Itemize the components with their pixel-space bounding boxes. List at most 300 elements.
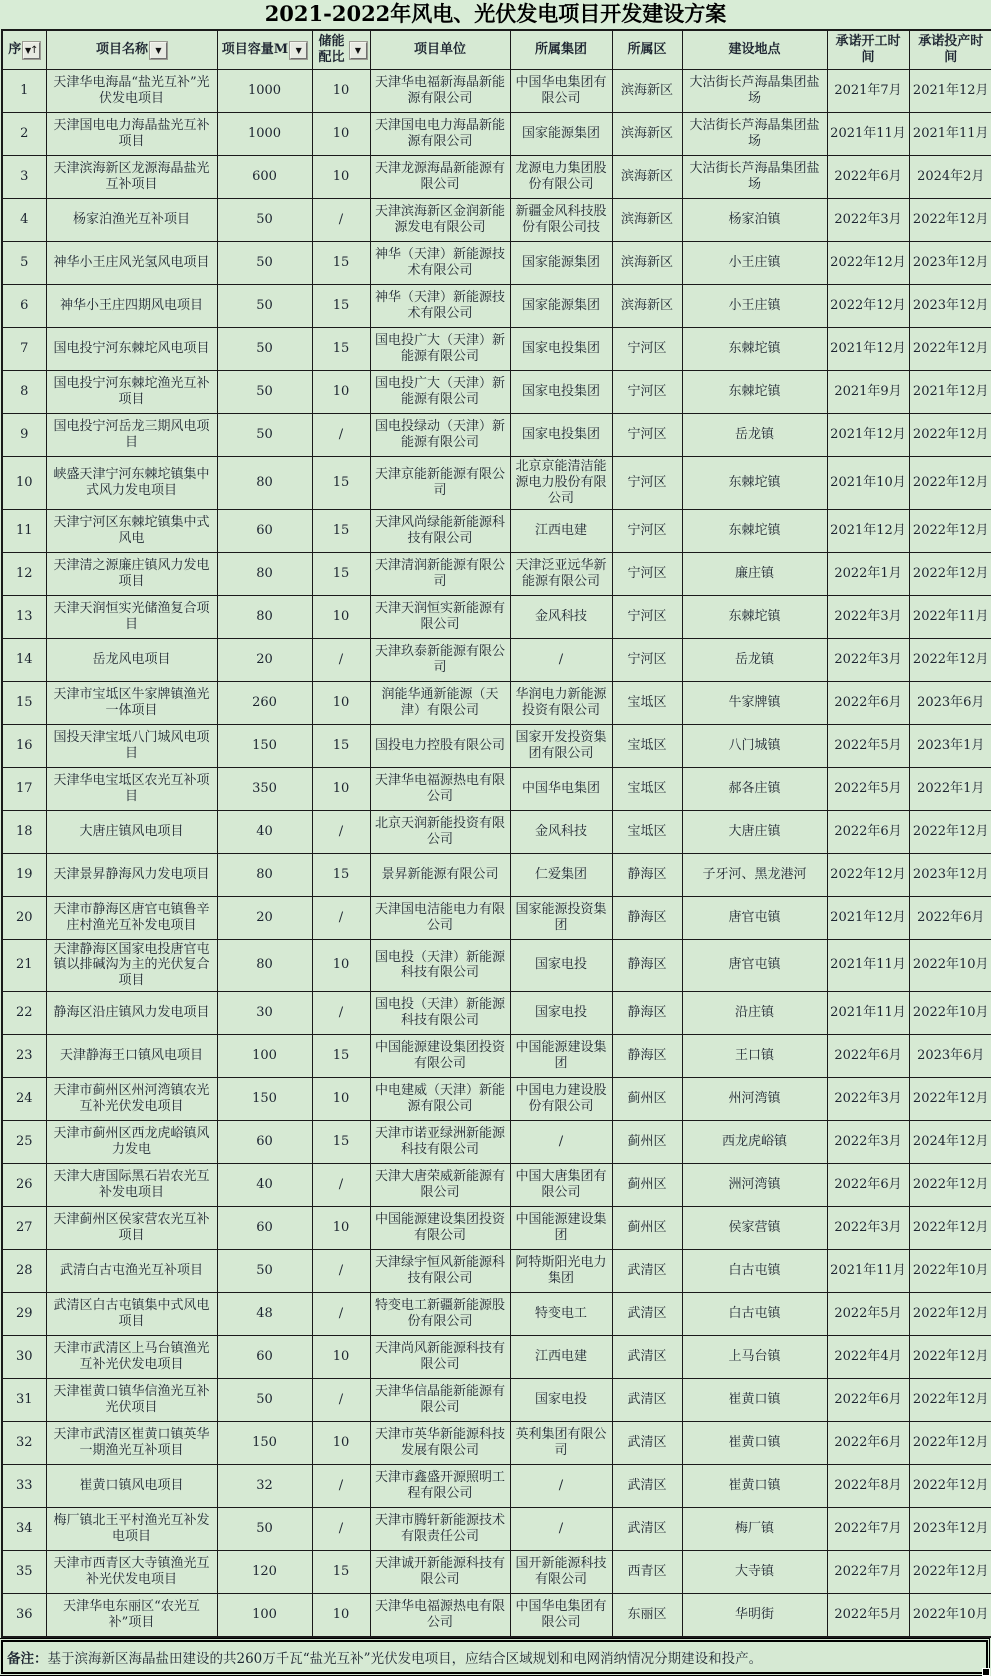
cell-index[interactable]: 18 — [2, 810, 46, 853]
cell-index[interactable]: 33 — [2, 1465, 46, 1508]
cell-project-unit[interactable]: 天津华电福源热电有限公司 — [370, 767, 510, 810]
cell-project-name[interactable]: 天津滨海新区龙源海晶盐光互补项目 — [46, 156, 217, 199]
cell-project-name[interactable]: 大唐庄镇风电项目 — [46, 810, 217, 853]
cell-capacity[interactable]: 60 — [217, 1207, 312, 1250]
cell-project-name[interactable]: 天津华电东丽区“农光互补”项目 — [46, 1594, 217, 1638]
cell-district[interactable]: 蓟州区 — [612, 1121, 682, 1164]
cell-location[interactable]: 八门城镇 — [682, 724, 827, 767]
cell-start-time[interactable]: 2021年7月 — [827, 70, 909, 113]
cell-start-time[interactable]: 2021年12月 — [827, 509, 909, 552]
cell-district[interactable]: 宝坻区 — [612, 681, 682, 724]
cell-production-time[interactable]: 2023年1月 — [909, 724, 991, 767]
cell-project-unit[interactable]: 景昇新能源有限公司 — [370, 853, 510, 896]
cell-production-time[interactable]: 2022年10月 — [909, 1594, 991, 1638]
cell-production-time[interactable]: 2022年10月 — [909, 939, 991, 992]
cell-location[interactable]: 东棘坨镇 — [682, 328, 827, 371]
cell-location[interactable]: 牛家牌镇 — [682, 681, 827, 724]
cell-production-time[interactable]: 2022年11月 — [909, 595, 991, 638]
cell-location[interactable]: 白古屯镇 — [682, 1250, 827, 1293]
cell-project-name[interactable]: 岳龙风电项目 — [46, 638, 217, 681]
cell-project-unit[interactable]: 天津华电福新海晶新能源有限公司 — [370, 70, 510, 113]
cell-project-name[interactable]: 天津市宝坻区牛家牌镇渔光一体项目 — [46, 681, 217, 724]
cell-group[interactable]: 国开新能源科技有限公司 — [510, 1551, 612, 1594]
cell-capacity[interactable]: 80 — [217, 853, 312, 896]
header-project-unit[interactable] — [370, 30, 510, 70]
cell-storage-ratio[interactable]: 15 — [312, 552, 370, 595]
cell-location[interactable]: 大寺镇 — [682, 1551, 827, 1594]
cell-index[interactable]: 19 — [2, 853, 46, 896]
cell-group[interactable]: 中国华电集团有限公司 — [510, 70, 612, 113]
cell-location[interactable]: 崔黄口镇 — [682, 1379, 827, 1422]
cell-project-name[interactable]: 峡盛天津宁河东棘坨镇集中式风力发电项目 — [46, 457, 217, 510]
cell-group[interactable]: 中国华电集团有限公司 — [510, 1594, 612, 1638]
cell-group[interactable]: 龙源电力集团股份有限公司 — [510, 156, 612, 199]
cell-storage-ratio[interactable]: / — [312, 810, 370, 853]
cell-start-time[interactable]: 2021年11月 — [827, 1250, 909, 1293]
cell-location[interactable]: 梅厂镇 — [682, 1508, 827, 1551]
cell-capacity[interactable]: 50 — [217, 242, 312, 285]
cell-index[interactable]: 29 — [2, 1293, 46, 1336]
cell-project-unit[interactable]: 天津天润恒实新能源有限公司 — [370, 595, 510, 638]
cell-location[interactable]: 大沽街长芦海晶集团盐场 — [682, 70, 827, 113]
cell-group[interactable]: 国家能源投资集团 — [510, 896, 612, 939]
cell-project-name[interactable]: 杨家泊渔光互补项目 — [46, 199, 217, 242]
cell-district[interactable]: 静海区 — [612, 992, 682, 1035]
cell-storage-ratio[interactable]: 10 — [312, 371, 370, 414]
cell-capacity[interactable]: 80 — [217, 939, 312, 992]
cell-district[interactable]: 滨海新区 — [612, 113, 682, 156]
cell-location[interactable]: 唐官屯镇 — [682, 939, 827, 992]
cell-group[interactable]: 国家开发投资集团有限公司 — [510, 724, 612, 767]
cell-project-unit[interactable]: 天津市鑫盛开源照明工程有限公司 — [370, 1465, 510, 1508]
cell-production-time[interactable]: 2022年12月 — [909, 328, 991, 371]
cell-project-name[interactable]: 天津天润恒实光储渔复合项目 — [46, 595, 217, 638]
cell-capacity[interactable]: 150 — [217, 1422, 312, 1465]
cell-capacity[interactable]: 50 — [217, 328, 312, 371]
cell-project-unit[interactable]: 北京天润新能投资有限公司 — [370, 810, 510, 853]
cell-production-time[interactable]: 2023年12月 — [909, 242, 991, 285]
cell-start-time[interactable]: 2022年6月 — [827, 681, 909, 724]
cell-project-name[interactable]: 天津国电电力海晶盐光互补项目 — [46, 113, 217, 156]
cell-district[interactable]: 静海区 — [612, 1035, 682, 1078]
cell-index[interactable]: 34 — [2, 1508, 46, 1551]
cell-production-time[interactable]: 2022年12月 — [909, 1379, 991, 1422]
cell-capacity[interactable]: 600 — [217, 156, 312, 199]
cell-production-time[interactable]: 2022年10月 — [909, 1250, 991, 1293]
cell-index[interactable]: 27 — [2, 1207, 46, 1250]
cell-location[interactable]: 岳龙镇 — [682, 638, 827, 681]
cell-project-unit[interactable]: 国电投（天津）新能源科技有限公司 — [370, 992, 510, 1035]
cell-group[interactable]: 国家电投 — [510, 939, 612, 992]
cell-district[interactable]: 静海区 — [612, 939, 682, 992]
cell-index[interactable]: 2 — [2, 113, 46, 156]
cell-storage-ratio[interactable]: 10 — [312, 939, 370, 992]
cell-district[interactable]: 武清区 — [612, 1293, 682, 1336]
header-index[interactable] — [2, 30, 46, 70]
header-district[interactable] — [612, 30, 682, 70]
cell-capacity[interactable]: 50 — [217, 414, 312, 457]
header-group[interactable] — [510, 30, 612, 70]
cell-location[interactable]: 洲河湾镇 — [682, 1164, 827, 1207]
cell-project-unit[interactable]: 国电投广大（天津）新能源有限公司 — [370, 371, 510, 414]
cell-project-name[interactable]: 神华小王庄四期风电项目 — [46, 285, 217, 328]
cell-capacity[interactable]: 60 — [217, 1336, 312, 1379]
cell-project-unit[interactable]: 天津市英华新能源科技发展有限公司 — [370, 1422, 510, 1465]
cell-storage-ratio[interactable]: / — [312, 199, 370, 242]
cell-storage-ratio[interactable]: 10 — [312, 595, 370, 638]
cell-capacity[interactable]: 50 — [217, 371, 312, 414]
cell-start-time[interactable]: 2022年3月 — [827, 638, 909, 681]
cell-production-time[interactable]: 2023年6月 — [909, 1035, 991, 1078]
cell-storage-ratio[interactable]: 10 — [312, 1078, 370, 1121]
cell-start-time[interactable]: 2022年5月 — [827, 724, 909, 767]
cell-project-unit[interactable]: 天津国电洁能电力有限公司 — [370, 896, 510, 939]
cell-production-time[interactable]: 2024年2月 — [909, 156, 991, 199]
cell-project-unit[interactable]: 天津京能新能源有限公司 — [370, 457, 510, 510]
cell-storage-ratio[interactable]: / — [312, 1508, 370, 1551]
cell-project-unit[interactable]: 天津龙源海晶新能源有限公司 — [370, 156, 510, 199]
cell-group[interactable]: 中国能源建设集团 — [510, 1035, 612, 1078]
cell-storage-ratio[interactable]: 10 — [312, 156, 370, 199]
cell-group[interactable]: 国家电投集团 — [510, 328, 612, 371]
cell-start-time[interactable]: 2022年5月 — [827, 1594, 909, 1638]
cell-start-time[interactable]: 2021年9月 — [827, 371, 909, 414]
cell-storage-ratio[interactable]: 15 — [312, 285, 370, 328]
cell-group[interactable]: 金风科技 — [510, 810, 612, 853]
cell-district[interactable]: 宁河区 — [612, 509, 682, 552]
cell-district[interactable]: 宁河区 — [612, 371, 682, 414]
cell-start-time[interactable]: 2022年12月 — [827, 242, 909, 285]
cell-capacity[interactable]: 48 — [217, 1293, 312, 1336]
cell-start-time[interactable]: 2022年6月 — [827, 156, 909, 199]
cell-index[interactable]: 15 — [2, 681, 46, 724]
cell-production-time[interactable]: 2023年12月 — [909, 853, 991, 896]
cell-district[interactable]: 宝坻区 — [612, 810, 682, 853]
cell-start-time[interactable]: 2022年8月 — [827, 1465, 909, 1508]
cell-storage-ratio[interactable]: 15 — [312, 242, 370, 285]
cell-index[interactable]: 31 — [2, 1379, 46, 1422]
cell-capacity[interactable]: 50 — [217, 199, 312, 242]
cell-location[interactable]: 大唐庄镇 — [682, 810, 827, 853]
cell-project-name[interactable]: 神华小王庄风光氢风电项目 — [46, 242, 217, 285]
cell-capacity[interactable]: 40 — [217, 1164, 312, 1207]
cell-capacity[interactable]: 20 — [217, 896, 312, 939]
cell-production-time[interactable]: 2021年11月 — [909, 113, 991, 156]
header-location[interactable] — [682, 30, 827, 70]
cell-group[interactable]: 中国能源建设集团 — [510, 1207, 612, 1250]
cell-storage-ratio[interactable]: 10 — [312, 70, 370, 113]
cell-production-time[interactable]: 2022年10月 — [909, 992, 991, 1035]
cell-start-time[interactable]: 2022年3月 — [827, 199, 909, 242]
cell-storage-ratio[interactable]: 15 — [312, 457, 370, 510]
filter-dropdown-icon-capacity[interactable] — [290, 42, 307, 59]
cell-project-unit[interactable]: 天津风尚绿能新能源科技有限公司 — [370, 509, 510, 552]
cell-index[interactable]: 21 — [2, 939, 46, 992]
cell-index[interactable]: 4 — [2, 199, 46, 242]
cell-storage-ratio[interactable]: 15 — [312, 1551, 370, 1594]
cell-group[interactable]: / — [510, 1121, 612, 1164]
cell-production-time[interactable]: 2023年12月 — [909, 1508, 991, 1551]
cell-storage-ratio[interactable]: / — [312, 1250, 370, 1293]
cell-storage-ratio[interactable]: / — [312, 896, 370, 939]
cell-group[interactable]: 中国大唐集团有限公司 — [510, 1164, 612, 1207]
cell-production-time[interactable]: 2022年12月 — [909, 509, 991, 552]
cell-district[interactable]: 宁河区 — [612, 457, 682, 510]
cell-start-time[interactable]: 2022年6月 — [827, 1035, 909, 1078]
cell-location[interactable]: 子牙河、黑龙港河 — [682, 853, 827, 896]
cell-project-unit[interactable]: 天津华信晶能新能源有限公司 — [370, 1379, 510, 1422]
cell-production-time[interactable]: 2022年12月 — [909, 1465, 991, 1508]
cell-project-name[interactable]: 国电投宁河东棘坨渔光互补项目 — [46, 371, 217, 414]
cell-capacity[interactable]: 260 — [217, 681, 312, 724]
cell-project-name[interactable]: 天津华电海晶“盐光互补”光伏发电项目 — [46, 70, 217, 113]
cell-project-unit[interactable]: 中国能源建设集团投资有限公司 — [370, 1035, 510, 1078]
cell-capacity[interactable]: 1000 — [217, 70, 312, 113]
cell-group[interactable]: 特变电工 — [510, 1293, 612, 1336]
cell-index[interactable]: 36 — [2, 1594, 46, 1638]
cell-index[interactable]: 25 — [2, 1121, 46, 1164]
cell-district[interactable]: 蓟州区 — [612, 1164, 682, 1207]
cell-district[interactable]: 蓟州区 — [612, 1078, 682, 1121]
cell-project-name[interactable]: 国电投宁河岳龙三期风电项目 — [46, 414, 217, 457]
cell-start-time[interactable]: 2022年6月 — [827, 1422, 909, 1465]
cell-project-name[interactable]: 天津市西青区大寺镇渔光互补光伏发电项目 — [46, 1551, 217, 1594]
cell-project-name[interactable]: 天津市静海区唐官屯镇鲁辛庄村渔光互补发电项目 — [46, 896, 217, 939]
cell-location[interactable]: 沿庄镇 — [682, 992, 827, 1035]
cell-capacity[interactable]: 60 — [217, 1121, 312, 1164]
cell-project-unit[interactable]: 天津诚开新能源科技有限公司 — [370, 1551, 510, 1594]
cell-capacity[interactable]: 60 — [217, 509, 312, 552]
header-capacity[interactable] — [217, 30, 312, 70]
cell-production-time[interactable]: 2022年12月 — [909, 1164, 991, 1207]
cell-location[interactable]: 郝各庄镇 — [682, 767, 827, 810]
cell-storage-ratio[interactable]: 15 — [312, 724, 370, 767]
cell-project-unit[interactable]: 天津国电电力海晶新能源有限公司 — [370, 113, 510, 156]
cell-district[interactable]: 武清区 — [612, 1379, 682, 1422]
cell-district[interactable]: 宁河区 — [612, 595, 682, 638]
cell-district[interactable]: 静海区 — [612, 896, 682, 939]
filter-dropdown-icon-index[interactable] — [23, 42, 40, 59]
cell-location[interactable]: 东棘坨镇 — [682, 595, 827, 638]
cell-production-time[interactable]: 2022年1月 — [909, 767, 991, 810]
cell-district[interactable]: 西青区 — [612, 1551, 682, 1594]
cell-index[interactable]: 14 — [2, 638, 46, 681]
cell-start-time[interactable]: 2022年6月 — [827, 1379, 909, 1422]
cell-project-name[interactable]: 天津静海王口镇风电项目 — [46, 1035, 217, 1078]
cell-group[interactable]: 国家能源集团 — [510, 113, 612, 156]
cell-project-name[interactable]: 天津市蓟州区州河湾镇农光互补光伏发电项目 — [46, 1078, 217, 1121]
cell-production-time[interactable]: 2022年6月 — [909, 896, 991, 939]
cell-storage-ratio[interactable]: / — [312, 1293, 370, 1336]
cell-location[interactable]: 华明街 — [682, 1594, 827, 1638]
cell-group[interactable]: 金风科技 — [510, 595, 612, 638]
cell-index[interactable]: 16 — [2, 724, 46, 767]
cell-production-time[interactable]: 2022年12月 — [909, 414, 991, 457]
header-production-time[interactable] — [909, 30, 991, 70]
cell-project-unit[interactable]: 神华（天津）新能源技术有限公司 — [370, 285, 510, 328]
cell-project-unit[interactable]: 天津绿宇恒风新能源科技有限公司 — [370, 1250, 510, 1293]
cell-location[interactable]: 东棘坨镇 — [682, 371, 827, 414]
cell-district[interactable]: 武清区 — [612, 1336, 682, 1379]
cell-project-name[interactable]: 天津市武清区上马台镇渔光互补光伏发电项目 — [46, 1336, 217, 1379]
cell-production-time[interactable]: 2021年12月 — [909, 70, 991, 113]
cell-project-unit[interactable]: 天津清润新能源有限公司 — [370, 552, 510, 595]
cell-index[interactable]: 32 — [2, 1422, 46, 1465]
cell-start-time[interactable]: 2022年12月 — [827, 285, 909, 328]
cell-group[interactable]: 英利集团有限公司 — [510, 1422, 612, 1465]
cell-group[interactable]: 国家电投 — [510, 1379, 612, 1422]
cell-start-time[interactable]: 2022年12月 — [827, 853, 909, 896]
cell-capacity[interactable]: 150 — [217, 724, 312, 767]
cell-storage-ratio[interactable]: 10 — [312, 1336, 370, 1379]
cell-capacity[interactable]: 350 — [217, 767, 312, 810]
cell-project-unit[interactable]: 天津玖泰新能源有限公司 — [370, 638, 510, 681]
cell-location[interactable]: 侯家营镇 — [682, 1207, 827, 1250]
header-start-time[interactable] — [827, 30, 909, 70]
header-storage-ratio[interactable] — [312, 30, 370, 70]
cell-capacity[interactable]: 50 — [217, 1508, 312, 1551]
cell-project-name[interactable]: 天津蓟州区侯家营农光互补项目 — [46, 1207, 217, 1250]
cell-storage-ratio[interactable]: 10 — [312, 767, 370, 810]
cell-location[interactable]: 大沽街长芦海晶集团盐场 — [682, 113, 827, 156]
cell-location[interactable]: 大沽街长芦海晶集团盐场 — [682, 156, 827, 199]
cell-project-name[interactable]: 国投天津宝坻八门城风电项目 — [46, 724, 217, 767]
cell-project-name[interactable]: 静海区沿庄镇风力发电项目 — [46, 992, 217, 1035]
cell-start-time[interactable]: 2021年12月 — [827, 414, 909, 457]
cell-index[interactable]: 11 — [2, 509, 46, 552]
cell-storage-ratio[interactable]: 15 — [312, 1035, 370, 1078]
cell-location[interactable]: 杨家泊镇 — [682, 199, 827, 242]
cell-storage-ratio[interactable]: 10 — [312, 681, 370, 724]
cell-project-name[interactable]: 天津静海区国家电投唐官屯镇以排碱沟为主的光伏复合项目 — [46, 939, 217, 992]
cell-project-unit[interactable]: 天津华电福源热电有限公司 — [370, 1594, 510, 1638]
cell-project-name[interactable]: 天津市蓟州区西龙虎峪镇风力发电 — [46, 1121, 217, 1164]
cell-storage-ratio[interactable]: 15 — [312, 509, 370, 552]
cell-start-time[interactable]: 2022年3月 — [827, 1207, 909, 1250]
cell-project-unit[interactable]: 润能华通新能源（天津）有限公司 — [370, 681, 510, 724]
cell-location[interactable]: 崔黄口镇 — [682, 1422, 827, 1465]
cell-group[interactable]: 华润电力新能源投资有限公司 — [510, 681, 612, 724]
cell-project-unit[interactable]: 国电投广大（天津）新能源有限公司 — [370, 328, 510, 371]
cell-production-time[interactable]: 2023年12月 — [909, 285, 991, 328]
cell-group[interactable]: 北京京能清洁能源电力股份有限公司 — [510, 457, 612, 510]
cell-location[interactable]: 唐官屯镇 — [682, 896, 827, 939]
cell-storage-ratio[interactable]: / — [312, 992, 370, 1035]
cell-capacity[interactable]: 20 — [217, 638, 312, 681]
cell-capacity[interactable]: 80 — [217, 457, 312, 510]
cell-group[interactable]: 国家电投集团 — [510, 371, 612, 414]
cell-capacity[interactable]: 1000 — [217, 113, 312, 156]
cell-capacity[interactable]: 120 — [217, 1551, 312, 1594]
cell-project-name[interactable]: 天津华电宝坻区农光互补项目 — [46, 767, 217, 810]
cell-project-unit[interactable]: 国电投绿动（天津）新能源有限公司 — [370, 414, 510, 457]
cell-start-time[interactable]: 2022年6月 — [827, 1164, 909, 1207]
cell-storage-ratio[interactable]: 10 — [312, 1207, 370, 1250]
cell-storage-ratio[interactable]: 15 — [312, 328, 370, 371]
cell-storage-ratio[interactable]: 10 — [312, 113, 370, 156]
cell-start-time[interactable]: 2021年12月 — [827, 328, 909, 371]
cell-district[interactable]: 滨海新区 — [612, 285, 682, 328]
cell-production-time[interactable]: 2023年6月 — [909, 681, 991, 724]
cell-start-time[interactable]: 2021年12月 — [827, 896, 909, 939]
cell-location[interactable]: 上马台镇 — [682, 1336, 827, 1379]
cell-project-unit[interactable]: 中电建威（天津）新能源有限公司 — [370, 1078, 510, 1121]
cell-index[interactable]: 35 — [2, 1551, 46, 1594]
cell-project-name[interactable]: 天津宁河区东棘坨镇集中式风电 — [46, 509, 217, 552]
cell-project-unit[interactable]: 天津尚风新能源科技有限公司 — [370, 1336, 510, 1379]
cell-index[interactable]: 10 — [2, 457, 46, 510]
cell-group[interactable]: / — [510, 1508, 612, 1551]
cell-start-time[interactable]: 2022年1月 — [827, 552, 909, 595]
cell-start-time[interactable]: 2022年6月 — [827, 810, 909, 853]
cell-capacity[interactable]: 80 — [217, 595, 312, 638]
cell-index[interactable]: 12 — [2, 552, 46, 595]
cell-storage-ratio[interactable]: / — [312, 1465, 370, 1508]
cell-district[interactable]: 宁河区 — [612, 552, 682, 595]
cell-start-time[interactable]: 2022年5月 — [827, 1293, 909, 1336]
cell-project-name[interactable]: 天津清之源廉庄镇风力发电项目 — [46, 552, 217, 595]
cell-location[interactable]: 东棘坨镇 — [682, 509, 827, 552]
cell-production-time[interactable]: 2022年12月 — [909, 457, 991, 510]
cell-district[interactable]: 武清区 — [612, 1422, 682, 1465]
cell-start-time[interactable]: 2021年10月 — [827, 457, 909, 510]
cell-start-time[interactable]: 2022年3月 — [827, 1121, 909, 1164]
cell-index[interactable]: 30 — [2, 1336, 46, 1379]
cell-production-time[interactable]: 2022年12月 — [909, 552, 991, 595]
cell-district[interactable]: 武清区 — [612, 1250, 682, 1293]
cell-district[interactable]: 宁河区 — [612, 328, 682, 371]
cell-production-time[interactable]: 2024年12月 — [909, 1121, 991, 1164]
cell-district[interactable]: 蓟州区 — [612, 1207, 682, 1250]
cell-start-time[interactable]: 2022年7月 — [827, 1551, 909, 1594]
cell-index[interactable]: 1 — [2, 70, 46, 113]
cell-production-time[interactable]: 2022年12月 — [909, 810, 991, 853]
cell-project-name[interactable]: 武清区白古屯镇集中式风电项目 — [46, 1293, 217, 1336]
cell-production-time[interactable]: 2022年12月 — [909, 1336, 991, 1379]
cell-group[interactable]: 江西电建 — [510, 1336, 612, 1379]
cell-district[interactable]: 滨海新区 — [612, 199, 682, 242]
cell-index[interactable]: 5 — [2, 242, 46, 285]
cell-storage-ratio[interactable]: 15 — [312, 853, 370, 896]
cell-group[interactable]: 国家能源集团 — [510, 285, 612, 328]
cell-production-time[interactable]: 2022年12月 — [909, 1551, 991, 1594]
cell-project-name[interactable]: 天津景昇静海风力发电项目 — [46, 853, 217, 896]
cell-group[interactable]: 天津泛亚远华新能源有限公司 — [510, 552, 612, 595]
cell-district[interactable]: 滨海新区 — [612, 242, 682, 285]
cell-capacity[interactable]: 50 — [217, 1250, 312, 1293]
cell-project-unit[interactable]: 特变电工新疆新能源股份有限公司 — [370, 1293, 510, 1336]
cell-index[interactable]: 20 — [2, 896, 46, 939]
cell-start-time[interactable]: 2022年5月 — [827, 767, 909, 810]
cell-group[interactable]: / — [510, 638, 612, 681]
cell-capacity[interactable]: 100 — [217, 1594, 312, 1638]
cell-district[interactable]: 武清区 — [612, 1465, 682, 1508]
cell-project-name[interactable]: 崔黄口镇风电项目 — [46, 1465, 217, 1508]
cell-index[interactable]: 28 — [2, 1250, 46, 1293]
filter-dropdown-icon-project-name[interactable] — [150, 42, 167, 59]
cell-production-time[interactable]: 2022年12月 — [909, 1422, 991, 1465]
cell-project-name[interactable]: 武清白古屯渔光互补项目 — [46, 1250, 217, 1293]
cell-start-time[interactable]: 2022年4月 — [827, 1336, 909, 1379]
cell-district[interactable]: 宝坻区 — [612, 767, 682, 810]
cell-start-time[interactable]: 2022年3月 — [827, 1078, 909, 1121]
cell-storage-ratio[interactable]: / — [312, 414, 370, 457]
cell-district[interactable]: 宝坻区 — [612, 724, 682, 767]
cell-capacity[interactable]: 50 — [217, 285, 312, 328]
cell-project-name[interactable]: 天津崔黄口镇华信渔光互补光伏项目 — [46, 1379, 217, 1422]
cell-start-time[interactable]: 2022年3月 — [827, 595, 909, 638]
cell-production-time[interactable]: 2022年12月 — [909, 638, 991, 681]
